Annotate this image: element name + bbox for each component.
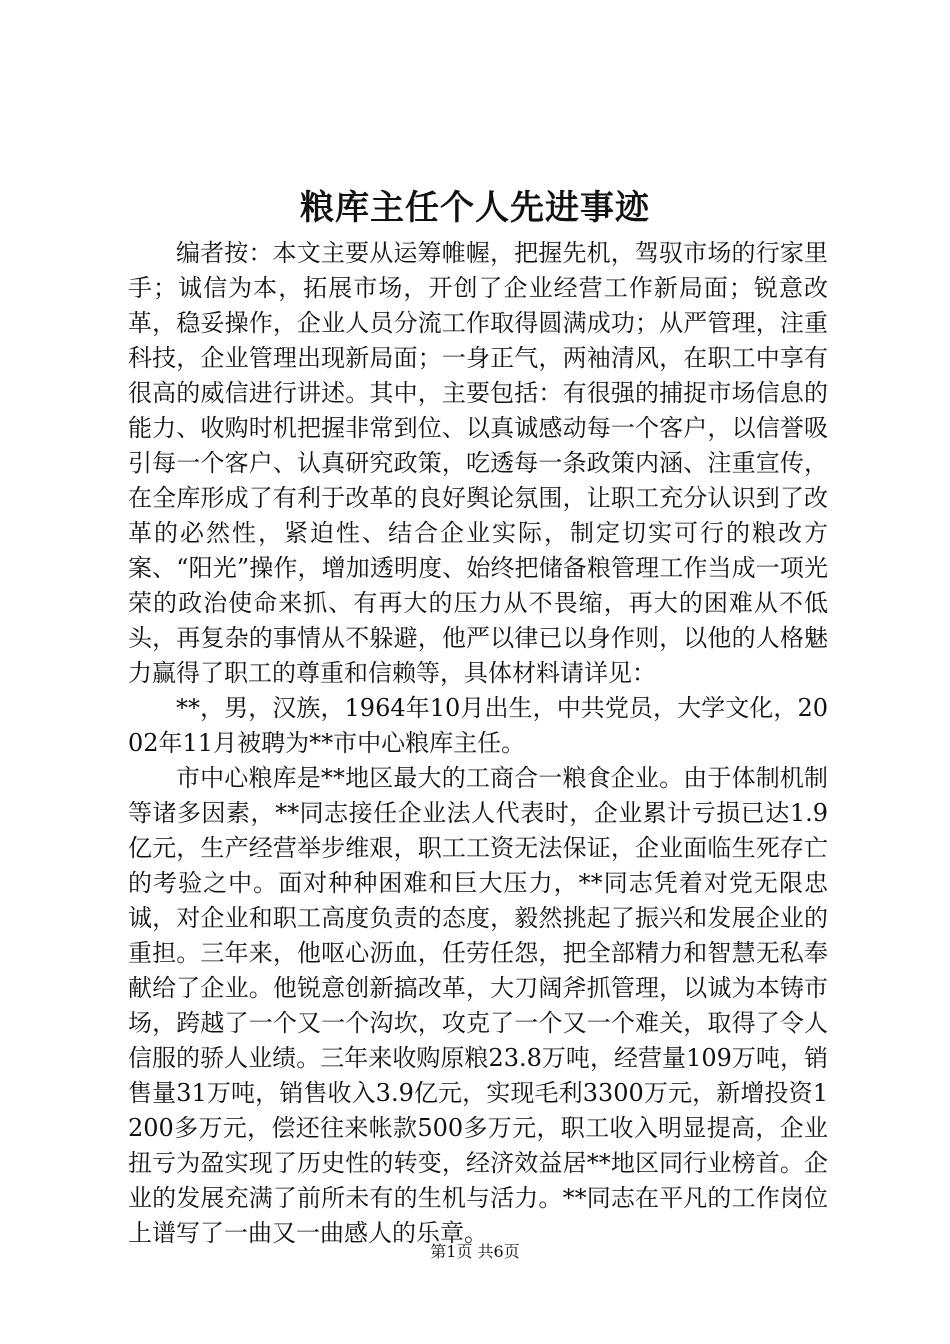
paragraph-profile: **，男，汉族，1964年10月出生，中共党员，大学文化，2002年11月被聘为**市中心粮库主任。 <box>128 694 828 757</box>
document-body <box>128 236 828 1251</box>
paragraph-editor-note: 编者按：本文主要从运筹帷幄，把握先机，驾驭市场的行家里手；诚信为本，拓展市场，开创了企业经营工作新局面；锐意改革，稳妥操作，企业人员分流工作取得圆满成功；从严管理，注重科技，企业管理出现新局面；一身正气，两袖清风，在职工中享有很高的威信进行讲述。其中，主要包括：有很强的捕捉市场信息的能力、收购时机把握非常到位、以真诚感动每一个客户，以信誉吸引每一个客户、认真研究政策，吃透每一条政策内涵、注重宣传，在全库形成了有利于改革的良好舆论氛围，让职工充分认识到了改革的必然性，紧迫性、结合企业实际，制定切实可行的粮改方案、“阳光”操作，增加透明度、始终把储备粮管理工作当成一项光荣的政治使命来抓、有再大的压力从不畏缩，再大的困难从不低头，再复杂的事情从不躲避，他严以律已以身作则，以他的人格魅力赢得了职工的尊重和信赖等，具体材料请详见： <box>128 239 828 687</box>
document-title: 粮库主任个人先进事迹 <box>300 188 650 228</box>
page-footer: 第1页 共6页 <box>430 1242 520 1261</box>
paragraph-achievements: 市中心粮库是**地区最大的工商合一粮食企业。由于体制机制等诸多因素，**同志接任企业法人代表时，企业累计亏损已达1.9亿元，生产经营举步维艰，职工工资无法保证，企业面临生死存亡的考验之中。面对种种困难和巨大压力，**同志凭着对党无限忠诚，对企业和职工高度负责的态度，毅然挑起了振兴和发展企业的重担。三年来，他呕心沥血，任劳任怨，把全部精力和智慧无私奉献给了企业。他锐意创新搞改革，大刀阔斧抓管理，以诚为本铸市场，跨越了一个又一个沟坎，攻克了一个又一个难关，取得了令人信服的骄人业绩。三年来收购原粮23.8万吨，经营量109万吨，销售量31万吨，销售收入3.9亿元，实现毛利3300万元，新增投资1200多万元，偿还往来帐款500多万元，职工收入明显提高，企业扭亏为盈实现了历史性的转变，经济效益居**地区同行业榜首。企业的发展充满了前所未有的生机与活力。**同志在平凡的工作岗位上谱写了一曲又一曲感人的乐章。 <box>128 764 828 1247</box>
